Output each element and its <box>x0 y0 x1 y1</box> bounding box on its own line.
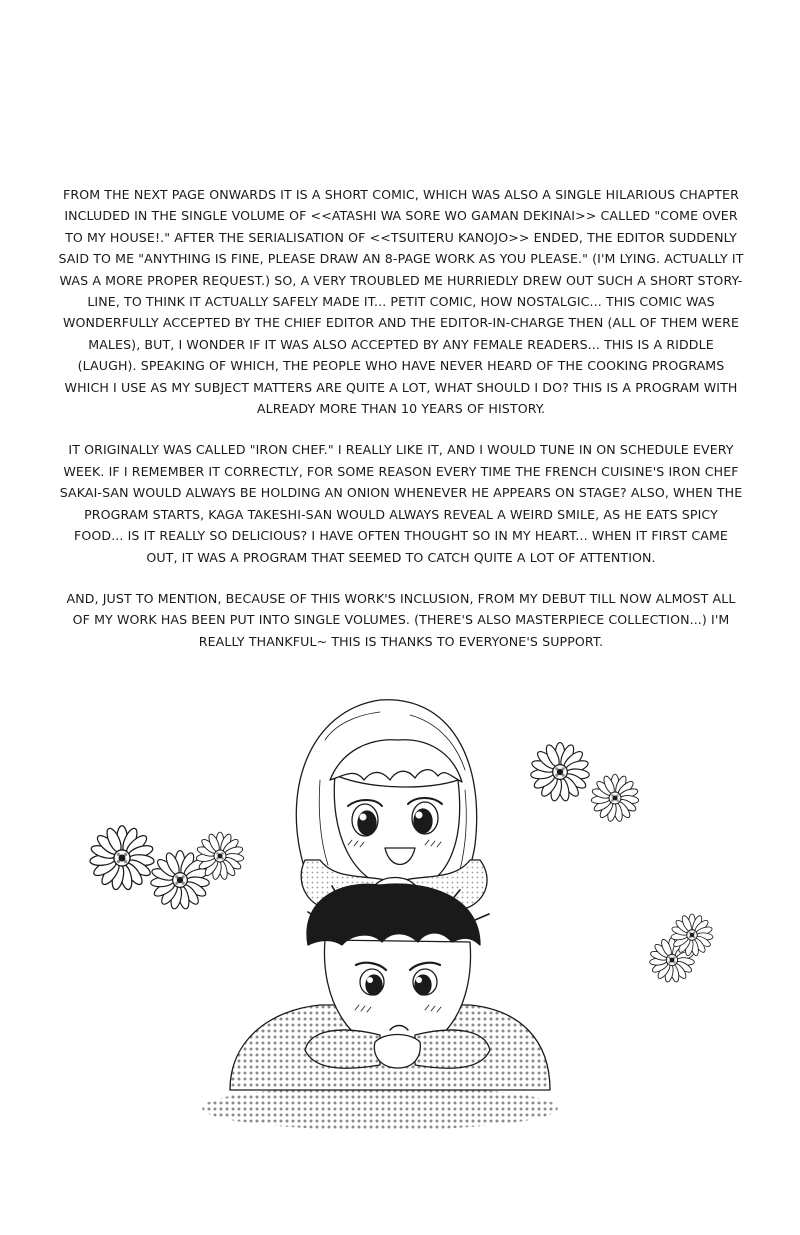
commentary-paragraph-1: FROM THE NEXT PAGE ONWARDS IT IS A SHORT COMIC, WHICH WAS ALSO A SINGLE HILARIOUS CHAPTER INCLUDED IN THE SINGLE VOLUME OF <<ATASHI WA SORE WO GAMAN DEKINAI>> CALLED "COME OVER TO MY HOUSE!." AFTER THE SERIALISATION OF <<TSUITERU KANOJO>> ENDED, THE EDITOR SUDDENLY SAID TO ME "ANYTHING IS FINE, PLEASE DRAW AN 8-PAGE WORK AS YOU PLEASE." (I'M LYING. ACTUALLY IT WAS A MORE PROPER REQUEST.) SO, A VERY TROUBLED ME HURRIEDLY DREW OUT SUCH A SHORT STORY-LINE, TO THINK IT ACTUALLY SAFELY MADE IT... PETIT COMIC, HOW NOSTALGIC... THIS COMIC WAS WONDERFULLY ACCEPTED BY THE CHIEF EDITOR AND THE EDITOR-IN-CHARGE THEN (ALL OF THEM WERE MALES), BUT, I WONDER IF IT WAS ALSO ACCEPTED BY ANY FEMALE READERS... THIS IS A RIDDLE (LAUGH). SPEAKING OF WHICH, THE PEOPLE WHO HAVE NEVER HEARD OF THE COOKING PROGRAMS WHICH I USE AS MY SUBJECT MATTERS ARE QUITE A LOT, WHAT SHOULD I DO? THIS IS A PROGRAM WITH ALREADY MORE THAN 10 YEARS OF HISTORY. <box>58 187 744 417</box>
daisy-flower-right-2 <box>591 774 639 822</box>
commentary-paragraph-2: IT ORIGINALLY WAS CALLED "IRON CHEF." I REALLY LIKE IT, AND I WOULD TUNE IN ON SCHEDULE EVERY WEEK. IF I REMEMBER IT CORRECTLY, FOR SOME REASON EVERY TIME THE FRENCH CUISINE'S IRON CHEF SAKAI-SAN WOULD ALWAYS BE HOLDING AN ONION WHENEVER HE APPEARS ON STAGE? ALSO, WHEN THE PROGRAM STARTS, KAGA TAKESHI-SAN WOULD ALWAYS REVEAL A WEIRD SMILE, AS HE EATS SPICY FOOD... IS IT REALLY SO DELICIOUS? I HAVE OFTEN THOUGHT SO IN MY HEART... WHEN IT FIRST CAME OUT, IT WAS A PROGRAM THAT SEEMED TO CATCH QUITE A LOT OF ATTENTION. <box>59 442 743 565</box>
girl <box>296 700 487 910</box>
author-commentary <box>58 184 744 672</box>
daisy-flower-left-1 <box>89 826 154 891</box>
daisy-flower-right-1 <box>530 743 589 802</box>
floor-shadow <box>202 1086 558 1130</box>
commentary-paragraph-3: AND, JUST TO MENTION, BECAUSE OF THIS WORK'S INCLUSION, FROM MY DEBUT TILL NOW ALMOST ALL OF MY WORK HAS BEEN PUT INTO SINGLE VOLUMES. (THERE'S ALSO MASTERPIECE COLLECTION...) I'M REALLY THANKFUL~ THIS IS THANKS TO EVERYONE'S SUPPORT. <box>66 590 736 649</box>
boy <box>230 884 550 1090</box>
girl-and-boy-illustration <box>80 680 740 1140</box>
